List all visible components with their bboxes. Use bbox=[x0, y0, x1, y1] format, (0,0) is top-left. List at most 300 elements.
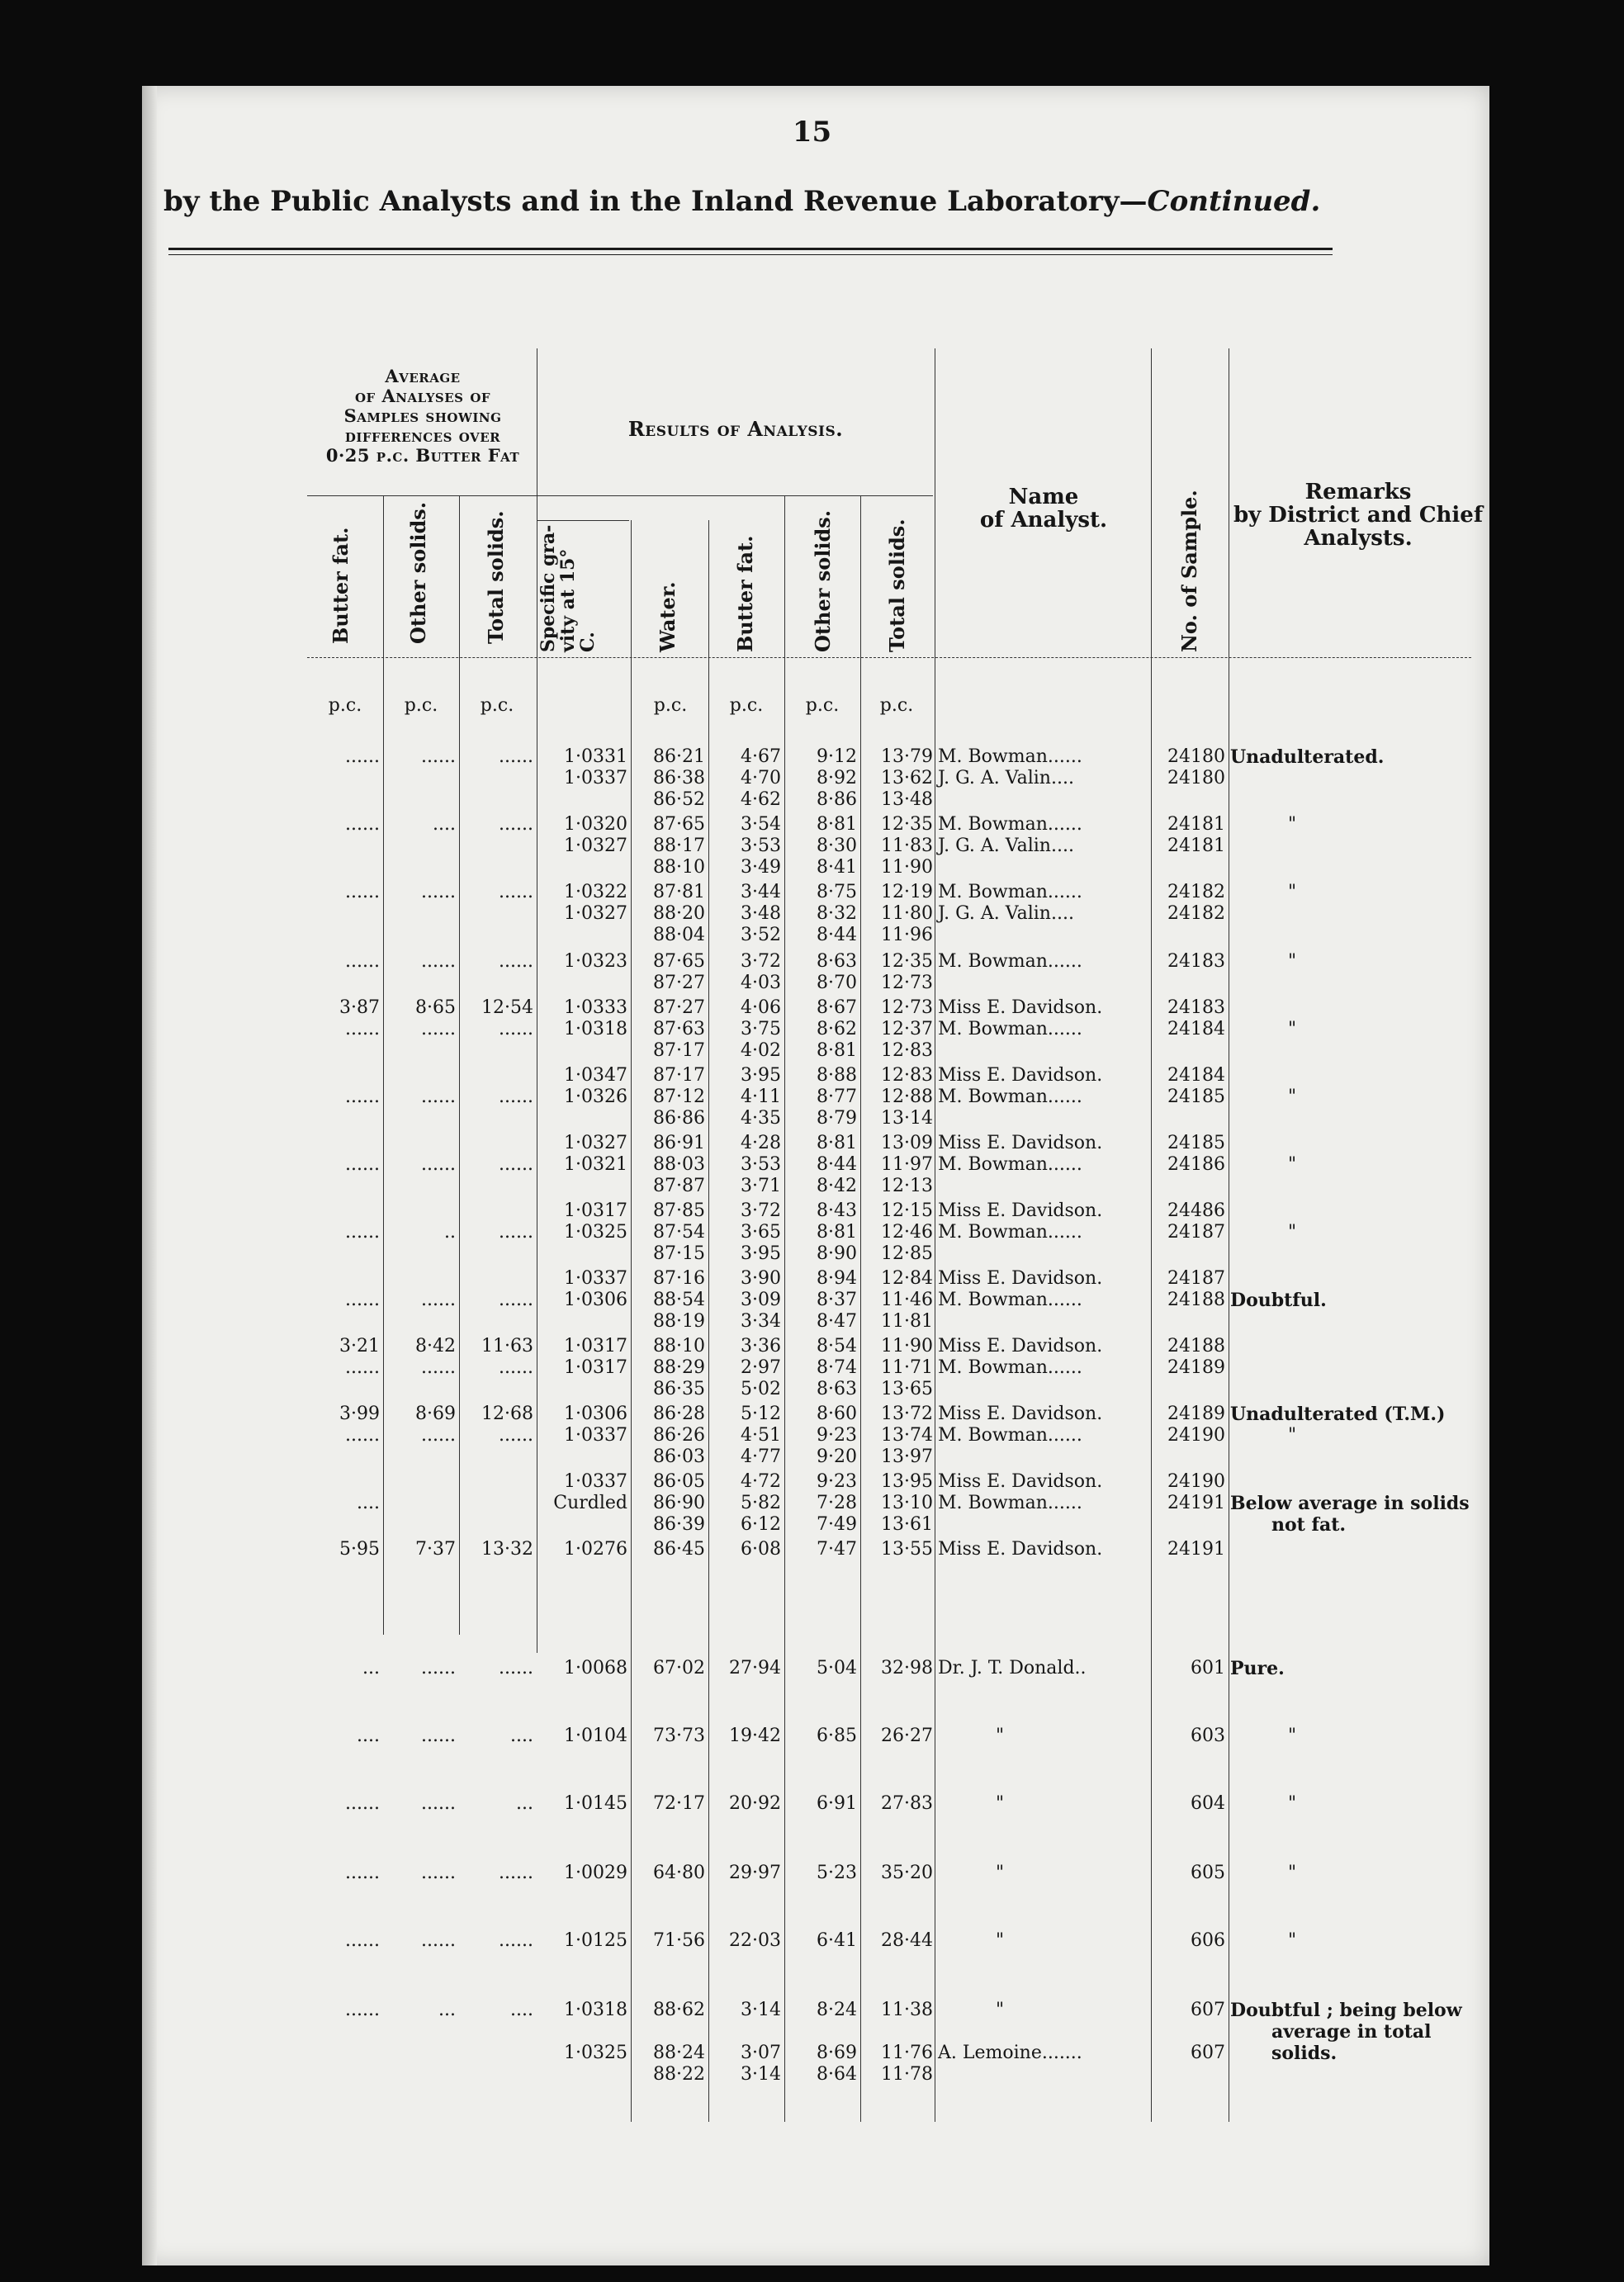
total-solids-cell: 11·38 bbox=[881, 2000, 933, 2020]
avg-butter-fat-cell: ...... bbox=[345, 882, 380, 902]
other-solids-cell: 8·81 bbox=[817, 1040, 857, 1061]
butter-fat-cell: 3·07 bbox=[741, 2043, 781, 2063]
analyst-cell: " bbox=[995, 1930, 1005, 1951]
other-solids-cell: 8·24 bbox=[817, 2000, 857, 2020]
butter-fat-cell: 4·28 bbox=[741, 1133, 781, 1153]
sample-number-cell: 24184 bbox=[1167, 1019, 1225, 1039]
specific-gravity-cell: 1·0320 bbox=[564, 814, 627, 835]
remarks-line-3: Analysts. bbox=[1304, 526, 1413, 551]
unit-label: p.c. bbox=[328, 695, 362, 716]
total-solids-cell: 12·19 bbox=[881, 882, 933, 902]
other-solids-cell: 8·79 bbox=[817, 1108, 857, 1129]
butter-fat-cell: 4·03 bbox=[741, 973, 781, 993]
average-line-3: Samples showing bbox=[343, 405, 502, 426]
water-cell: 87·27 bbox=[653, 973, 705, 993]
butter-fat-cell: 4·72 bbox=[741, 1471, 781, 1492]
butter-fat-cell: 3·53 bbox=[741, 836, 781, 856]
total-solids-cell: 26·27 bbox=[881, 1726, 933, 1746]
other-solids-cell: 8·54 bbox=[817, 1336, 857, 1356]
avg-butter-fat-cell: ...... bbox=[345, 1290, 380, 1310]
average-line-2: of Analyses of bbox=[354, 386, 491, 406]
butter-fat-cell: 3·54 bbox=[741, 814, 781, 835]
specific-gravity-cell: 1·0337 bbox=[564, 1471, 627, 1492]
analyst-cell: M. Bowman...... bbox=[938, 1425, 1082, 1446]
water-cell: 86·35 bbox=[653, 1379, 705, 1399]
avg-total-solids-cell: 13·32 bbox=[481, 1539, 533, 1560]
total-solids-cell: 13·74 bbox=[881, 1425, 933, 1446]
avg-total-solids-cell: ...... bbox=[499, 1154, 533, 1175]
specific-gravity-cell: 1·0337 bbox=[564, 768, 627, 788]
avg-total-solids-cell: ...... bbox=[499, 1087, 533, 1107]
avg-total-solids-cell: ...... bbox=[499, 1425, 533, 1446]
analyst-cell: M. Bowman...... bbox=[938, 814, 1082, 835]
water-cell: 88·10 bbox=[653, 1336, 705, 1356]
specific-gravity-cell: 1·0317 bbox=[564, 1357, 627, 1378]
total-solids-cell: 11·71 bbox=[881, 1357, 933, 1378]
avg-butter-fat-cell: ...... bbox=[345, 2000, 380, 2020]
analyst-cell: J. G. A. Valin.... bbox=[938, 768, 1074, 788]
analyst-cell: M. Bowman...... bbox=[938, 1019, 1082, 1039]
sample-number-cell: 24180 bbox=[1167, 746, 1225, 767]
sample-number-cell: 24180 bbox=[1167, 768, 1225, 788]
other-solids-cell: 8·67 bbox=[817, 997, 857, 1018]
avg-total-solids-cell: 12·54 bbox=[481, 997, 533, 1018]
butter-fat-cell: 3·09 bbox=[741, 1290, 781, 1310]
total-solids-cell: 13·09 bbox=[881, 1133, 933, 1153]
avg-other-solids-cell: ...... bbox=[421, 1930, 456, 1951]
water-cell: 86·39 bbox=[653, 1514, 705, 1535]
avg-total-solids-cell: ...... bbox=[499, 951, 533, 972]
other-solids-cell: 9·23 bbox=[817, 1471, 857, 1492]
butter-fat-cell: 3·53 bbox=[741, 1154, 781, 1175]
butter-fat-cell: 5·12 bbox=[741, 1404, 781, 1424]
butter-fat-cell: 3·95 bbox=[741, 1065, 781, 1086]
other-solids-cell: 6·41 bbox=[817, 1930, 857, 1951]
specific-gravity-cell: 1·0317 bbox=[564, 1336, 627, 1356]
water-cell: 87·54 bbox=[653, 1222, 705, 1243]
avg-butter-fat-cell: ...... bbox=[345, 1087, 380, 1107]
total-solids-cell: 12·37 bbox=[881, 1019, 933, 1039]
total-solids-cell: 12·13 bbox=[881, 1176, 933, 1196]
sg-line-3: C. bbox=[577, 632, 599, 652]
total-solids-cell: 12·73 bbox=[881, 973, 933, 993]
analyst-cell: " bbox=[995, 2000, 1005, 2020]
results-group-rule bbox=[537, 495, 933, 496]
other-solids-cell: 6·91 bbox=[817, 1793, 857, 1814]
other-solids-cell: 8·70 bbox=[817, 973, 857, 993]
analyst-cell: " bbox=[995, 1863, 1005, 1883]
analyst-cell: Miss E. Davidson. bbox=[938, 997, 1103, 1018]
avg-total-solids-cell: ...... bbox=[499, 882, 533, 902]
other-solids-cell: 8·44 bbox=[817, 925, 857, 945]
butter-fat-cell: 22·03 bbox=[729, 1930, 781, 1951]
other-solids-cell: 8·64 bbox=[817, 2064, 857, 2085]
specific-gravity-cell: 1·0331 bbox=[564, 746, 627, 767]
specific-gravity-cell: 1·0337 bbox=[564, 1268, 627, 1289]
butter-fat-cell: 3·52 bbox=[741, 925, 781, 945]
analyst-cell: M. Bowman...... bbox=[938, 1357, 1082, 1378]
unit-label: p.c. bbox=[729, 695, 764, 716]
sample-number-cell: 24186 bbox=[1167, 1154, 1225, 1175]
sample-number-cell: 24188 bbox=[1167, 1290, 1225, 1310]
other-solids-cell: 8·81 bbox=[817, 814, 857, 835]
water-cell: 67·02 bbox=[653, 1658, 705, 1678]
sample-number-cell: 24181 bbox=[1167, 814, 1225, 835]
water-cell: 88·19 bbox=[653, 1311, 705, 1332]
water-cell: 88·24 bbox=[653, 2043, 705, 2063]
specific-gravity-cell: 1·0276 bbox=[564, 1539, 627, 1560]
analyst-cell: A. Lemoine....... bbox=[938, 2043, 1082, 2063]
butter-fat-cell: 19·42 bbox=[729, 1726, 781, 1746]
other-solids-cell: 8·60 bbox=[817, 1404, 857, 1424]
sample-number-cell: 24190 bbox=[1167, 1425, 1225, 1446]
analyst-cell: Miss E. Davidson. bbox=[938, 1404, 1103, 1424]
unit-label: p.c. bbox=[404, 695, 438, 716]
avg-other-solids-cell: ...... bbox=[421, 1726, 456, 1746]
butter-fat-cell: 3·65 bbox=[741, 1222, 781, 1243]
remarks-cell: " bbox=[1287, 1087, 1297, 1107]
top-rule-thin bbox=[168, 254, 1333, 255]
sample-number-cell: 24182 bbox=[1167, 903, 1225, 924]
avg-other-solids-cell: .... bbox=[433, 814, 456, 835]
analyst-cell: Miss E. Davidson. bbox=[938, 1200, 1103, 1221]
total-solids-cell: 11·97 bbox=[881, 1154, 933, 1175]
butter-fat-cell: 6·08 bbox=[741, 1539, 781, 1560]
specific-gravity-cell: 1·0321 bbox=[564, 1154, 627, 1175]
avg-other-solids-cell: ...... bbox=[421, 1425, 456, 1446]
avg-other-solids-cell: ...... bbox=[421, 882, 456, 902]
total-solids-cell: 12·83 bbox=[881, 1040, 933, 1061]
water-cell: 88·54 bbox=[653, 1290, 705, 1310]
total-solids-cell: 32·98 bbox=[881, 1658, 933, 1678]
specific-gravity-cell: 1·0325 bbox=[564, 1222, 627, 1243]
water-cell: 86·45 bbox=[653, 1539, 705, 1560]
avg-total-solids-header: Total solids. bbox=[484, 510, 508, 644]
sample-number-header: No. of Sample. bbox=[1177, 490, 1201, 652]
specific-gravity-header bbox=[538, 504, 601, 652]
butter-fat-cell: 3·48 bbox=[741, 903, 781, 924]
remarks-cell: " bbox=[1287, 1154, 1297, 1175]
specific-gravity-cell: Curdled bbox=[553, 1493, 627, 1513]
total-solids-cell: 12·85 bbox=[881, 1243, 933, 1264]
avg-other-solids-cell: ...... bbox=[421, 1290, 456, 1310]
analyst-cell: M. Bowman...... bbox=[938, 951, 1082, 972]
total-solids-cell: 12·88 bbox=[881, 1087, 933, 1107]
total-solids-cell: 11·90 bbox=[881, 857, 933, 878]
remarks-cell: Pure. bbox=[1230, 1658, 1285, 1679]
average-group-header bbox=[307, 367, 538, 466]
water-cell: 88·04 bbox=[653, 925, 705, 945]
avg-other-solids-cell: ...... bbox=[421, 951, 456, 972]
avg-other-solids-cell: ... bbox=[438, 2000, 456, 2020]
total-solids-cell: 11·81 bbox=[881, 1311, 933, 1332]
col-line bbox=[459, 495, 460, 1635]
sample-number-cell: 24191 bbox=[1167, 1493, 1225, 1513]
page-edge bbox=[142, 86, 157, 2265]
remarks-cell: " bbox=[1287, 1930, 1297, 1951]
other-solids-cell: 8·90 bbox=[817, 1243, 857, 1264]
remarks-cell: " bbox=[1287, 1863, 1297, 1883]
remarks-line-1: Remarks bbox=[1304, 480, 1412, 504]
remarks-cell: " bbox=[1287, 1425, 1297, 1446]
avg-butter-fat-cell: ...... bbox=[345, 1863, 380, 1883]
specific-gravity-cell: 1·0322 bbox=[564, 882, 627, 902]
total-solids-header: Total solids. bbox=[885, 518, 909, 652]
remarks-cell: Doubtful ; being below bbox=[1230, 2000, 1462, 2021]
avg-total-solids-cell: ...... bbox=[499, 1658, 533, 1678]
analyst-cell: J. G. A. Valin.... bbox=[938, 903, 1074, 924]
avg-other-solids-cell: .. bbox=[444, 1222, 456, 1243]
other-solids-cell: 8·32 bbox=[817, 903, 857, 924]
average-line-1: Average bbox=[385, 366, 461, 386]
average-line-5: 0·25 p.c. Butter Fat bbox=[325, 445, 520, 466]
other-solids-cell: 8·75 bbox=[817, 882, 857, 902]
other-solids-cell: 8·92 bbox=[817, 768, 857, 788]
total-solids-cell: 13·61 bbox=[881, 1514, 933, 1535]
avg-total-solids-cell: ...... bbox=[499, 1019, 533, 1039]
total-solids-cell: 13·95 bbox=[881, 1471, 933, 1492]
butter-fat-cell: 4·11 bbox=[741, 1087, 781, 1107]
avg-total-solids-cell: ...... bbox=[499, 1290, 533, 1310]
other-solids-cell: 8·94 bbox=[817, 1268, 857, 1289]
avg-other-solids-header: Other solids. bbox=[406, 501, 430, 644]
water-cell: 64·80 bbox=[653, 1863, 705, 1883]
other-solids-cell: 8·43 bbox=[817, 1200, 857, 1221]
total-solids-cell: 13·97 bbox=[881, 1446, 933, 1467]
specific-gravity-cell: 1·0327 bbox=[564, 836, 627, 856]
sample-number-cell: 24187 bbox=[1167, 1268, 1225, 1289]
butter-fat-cell: 4·70 bbox=[741, 768, 781, 788]
butter-fat-cell: 29·97 bbox=[729, 1863, 781, 1883]
avg-butter-fat-cell: ... bbox=[362, 1658, 380, 1678]
specific-gravity-cell: 1·0318 bbox=[564, 2000, 627, 2020]
sample-number-cell: 605 bbox=[1191, 1863, 1225, 1883]
remarks-cell: " bbox=[1287, 1019, 1297, 1039]
page-heading bbox=[163, 185, 1336, 218]
total-solids-cell: 11·78 bbox=[881, 2064, 933, 2085]
avg-butter-fat-cell: ...... bbox=[345, 814, 380, 835]
other-solids-cell: 8·63 bbox=[817, 1379, 857, 1399]
total-solids-cell: 12·15 bbox=[881, 1200, 933, 1221]
butter-fat-cell: 3·71 bbox=[741, 1176, 781, 1196]
specific-gravity-cell: 1·0326 bbox=[564, 1087, 627, 1107]
butter-fat-cell: 3·36 bbox=[741, 1336, 781, 1356]
analyst-cell: M. Bowman...... bbox=[938, 1087, 1082, 1107]
avg-butter-fat-cell: 5·95 bbox=[339, 1539, 380, 1560]
analyst-cell: " bbox=[995, 1793, 1005, 1814]
total-solids-cell: 13·65 bbox=[881, 1379, 933, 1399]
butter-fat-cell: 3·72 bbox=[741, 951, 781, 972]
specific-gravity-cell: 1·0337 bbox=[564, 1425, 627, 1446]
unit-label: p.c. bbox=[805, 695, 840, 716]
avg-other-solids-cell: ...... bbox=[421, 1087, 456, 1107]
water-cell: 88·20 bbox=[653, 903, 705, 924]
other-solids-cell: 8·42 bbox=[817, 1176, 857, 1196]
other-solids-cell: 8·63 bbox=[817, 951, 857, 972]
water-cell: 87·81 bbox=[653, 882, 705, 902]
other-solids-cell: 8·62 bbox=[817, 1019, 857, 1039]
specific-gravity-cell: 1·0029 bbox=[564, 1863, 627, 1883]
other-solids-cell: 8·41 bbox=[817, 857, 857, 878]
avg-total-solids-cell: ...... bbox=[499, 1222, 533, 1243]
butter-fat-cell: 4·51 bbox=[741, 1425, 781, 1446]
total-solids-cell: 13·55 bbox=[881, 1539, 933, 1560]
analyst-cell: M. Bowman...... bbox=[938, 1290, 1082, 1310]
specific-gravity-cell: 1·0327 bbox=[564, 1133, 627, 1153]
water-cell: 86·05 bbox=[653, 1471, 705, 1492]
analyst-header bbox=[936, 485, 1151, 532]
remarks-cell: Unadulterated. bbox=[1230, 746, 1385, 768]
avg-butter-fat-cell: ...... bbox=[345, 1154, 380, 1175]
water-cell: 88·10 bbox=[653, 857, 705, 878]
other-solids-cell: 9·12 bbox=[817, 746, 857, 767]
avg-butter-fat-cell: ...... bbox=[345, 1793, 380, 1814]
water-cell: 87·15 bbox=[653, 1243, 705, 1264]
specific-gravity-cell: 1·0333 bbox=[564, 997, 627, 1018]
avg-total-solids-cell: ...... bbox=[499, 1930, 533, 1951]
other-solids-cell: 5·23 bbox=[817, 1863, 857, 1883]
other-solids-cell: 8·69 bbox=[817, 2043, 857, 2063]
butter-fat-cell: 3·14 bbox=[741, 2064, 781, 2085]
other-solids-cell: 8·81 bbox=[817, 1222, 857, 1243]
analyst-cell: " bbox=[995, 1726, 1005, 1746]
sample-number-cell: 607 bbox=[1191, 2000, 1225, 2020]
water-cell: 88·22 bbox=[653, 2064, 705, 2085]
analyst-cell: M. Bowman...... bbox=[938, 882, 1082, 902]
sg-sub-rule bbox=[537, 520, 629, 521]
analyst-cell: Miss E. Davidson. bbox=[938, 1539, 1103, 1560]
water-cell: 86·91 bbox=[653, 1133, 705, 1153]
analyst-cell: Miss E. Davidson. bbox=[938, 1336, 1103, 1356]
other-solids-cell: 8·74 bbox=[817, 1357, 857, 1378]
water-header: Water. bbox=[656, 581, 679, 652]
sample-number-cell: 24486 bbox=[1167, 1200, 1225, 1221]
other-solids-cell: 7·28 bbox=[817, 1493, 857, 1513]
total-solids-cell: 12·73 bbox=[881, 997, 933, 1018]
butter-fat-cell: 4·62 bbox=[741, 789, 781, 810]
avg-other-solids-cell: ...... bbox=[421, 1154, 456, 1175]
remarks-cell: not fat. bbox=[1271, 1514, 1347, 1536]
average-group-rule bbox=[307, 495, 537, 496]
sg-line-1: Specific gra- bbox=[537, 524, 559, 652]
average-line-4: differences over bbox=[344, 425, 501, 446]
sample-number-cell: 24182 bbox=[1167, 882, 1225, 902]
specific-gravity-cell: 1·0068 bbox=[564, 1658, 627, 1678]
specific-gravity-cell: 1·0125 bbox=[564, 1930, 627, 1951]
avg-total-solids-cell: ...... bbox=[499, 746, 533, 767]
unit-label: p.c. bbox=[480, 695, 514, 716]
water-cell: 86·28 bbox=[653, 1404, 705, 1424]
analyst-cell: M. Bowman...... bbox=[938, 746, 1082, 767]
specific-gravity-cell: 1·0325 bbox=[564, 2043, 627, 2063]
butter-fat-cell: 5·82 bbox=[741, 1493, 781, 1513]
avg-butter-fat-cell: ...... bbox=[345, 1357, 380, 1378]
total-solids-cell: 13·79 bbox=[881, 746, 933, 767]
water-cell: 86·03 bbox=[653, 1446, 705, 1467]
avg-other-solids-cell: ...... bbox=[421, 1019, 456, 1039]
avg-total-solids-cell: ...... bbox=[499, 1357, 533, 1378]
other-solids-cell: 8·44 bbox=[817, 1154, 857, 1175]
analyst-cell: M. Bowman...... bbox=[938, 1222, 1082, 1243]
specific-gravity-cell: 1·0317 bbox=[564, 1200, 627, 1221]
water-cell: 87·17 bbox=[653, 1065, 705, 1086]
other-solids-cell: 7·47 bbox=[817, 1539, 857, 1560]
analyst-line-2: of Analyst. bbox=[979, 508, 1108, 533]
avg-butter-fat-cell: ...... bbox=[345, 746, 380, 767]
total-solids-cell: 12·46 bbox=[881, 1222, 933, 1243]
butter-fat-cell: 3·75 bbox=[741, 1019, 781, 1039]
water-cell: 87·17 bbox=[653, 1040, 705, 1061]
avg-total-solids-cell: ...... bbox=[499, 814, 533, 835]
analyst-line-1: Name bbox=[1008, 485, 1079, 509]
remarks-cell: " bbox=[1287, 1222, 1297, 1243]
remarks-cell: average in total bbox=[1271, 2021, 1432, 2043]
avg-butter-fat-header: Butter fat. bbox=[329, 527, 353, 644]
butter-fat-cell: 2·97 bbox=[741, 1357, 781, 1378]
avg-total-solids-cell: .... bbox=[510, 1726, 533, 1746]
other-solids-cell: 8·30 bbox=[817, 836, 857, 856]
water-cell: 73·73 bbox=[653, 1726, 705, 1746]
other-solids-cell: 7·49 bbox=[817, 1514, 857, 1535]
avg-other-solids-cell: 8·69 bbox=[415, 1404, 456, 1424]
avg-other-solids-cell: ...... bbox=[421, 1793, 456, 1814]
other-solids-header: Other solids. bbox=[811, 509, 835, 652]
butter-fat-cell: 4·06 bbox=[741, 997, 781, 1018]
remarks-cell: " bbox=[1287, 1793, 1297, 1814]
specific-gravity-cell: 1·0145 bbox=[564, 1793, 627, 1814]
butter-fat-cell: 6·12 bbox=[741, 1514, 781, 1535]
avg-other-solids-cell: ...... bbox=[421, 1863, 456, 1883]
total-solids-cell: 11·96 bbox=[881, 925, 933, 945]
avg-butter-fat-cell: ...... bbox=[345, 951, 380, 972]
butter-fat-cell: 5·02 bbox=[741, 1379, 781, 1399]
sample-number-cell: 24184 bbox=[1167, 1065, 1225, 1086]
sample-number-cell: 24191 bbox=[1167, 1539, 1225, 1560]
total-solids-cell: 13·62 bbox=[881, 768, 933, 788]
remarks-cell: " bbox=[1287, 1726, 1297, 1746]
results-group-header: Results of Analysis. bbox=[627, 417, 844, 441]
specific-gravity-cell: 1·0323 bbox=[564, 951, 627, 972]
remarks-cell: Doubtful. bbox=[1230, 1290, 1327, 1311]
avg-butter-fat-cell: .... bbox=[357, 1493, 380, 1513]
water-cell: 87·12 bbox=[653, 1087, 705, 1107]
analyst-cell: Miss E. Davidson. bbox=[938, 1268, 1103, 1289]
header-bottom-rule bbox=[307, 657, 1471, 658]
water-cell: 86·26 bbox=[653, 1425, 705, 1446]
col-line bbox=[383, 495, 384, 1635]
heading-text: by the Public Analysts and in the Inland Revenue Laboratory— bbox=[163, 185, 1148, 218]
water-cell: 88·62 bbox=[653, 2000, 705, 2020]
sample-number-cell: 24189 bbox=[1167, 1404, 1225, 1424]
avg-other-solids-cell: 8·42 bbox=[415, 1336, 456, 1356]
avg-butter-fat-cell: 3·99 bbox=[339, 1404, 380, 1424]
avg-total-solids-cell: ... bbox=[516, 1793, 533, 1814]
water-cell: 87·27 bbox=[653, 997, 705, 1018]
total-solids-cell: 11·76 bbox=[881, 2043, 933, 2063]
specific-gravity-cell: 1·0306 bbox=[564, 1404, 627, 1424]
butter-fat-cell: 4·02 bbox=[741, 1040, 781, 1061]
butter-fat-cell: 3·95 bbox=[741, 1243, 781, 1264]
water-cell: 86·52 bbox=[653, 789, 705, 810]
avg-butter-fat-cell: 3·21 bbox=[339, 1336, 380, 1356]
total-solids-cell: 11·83 bbox=[881, 836, 933, 856]
avg-other-solids-cell: ...... bbox=[421, 1658, 456, 1678]
avg-total-solids-cell: .... bbox=[510, 2000, 533, 2020]
butter-fat-cell: 3·72 bbox=[741, 1200, 781, 1221]
other-solids-cell: 5·04 bbox=[817, 1658, 857, 1678]
remarks-line-2: by District and Chief bbox=[1233, 503, 1484, 528]
total-solids-cell: 35·20 bbox=[881, 1863, 933, 1883]
